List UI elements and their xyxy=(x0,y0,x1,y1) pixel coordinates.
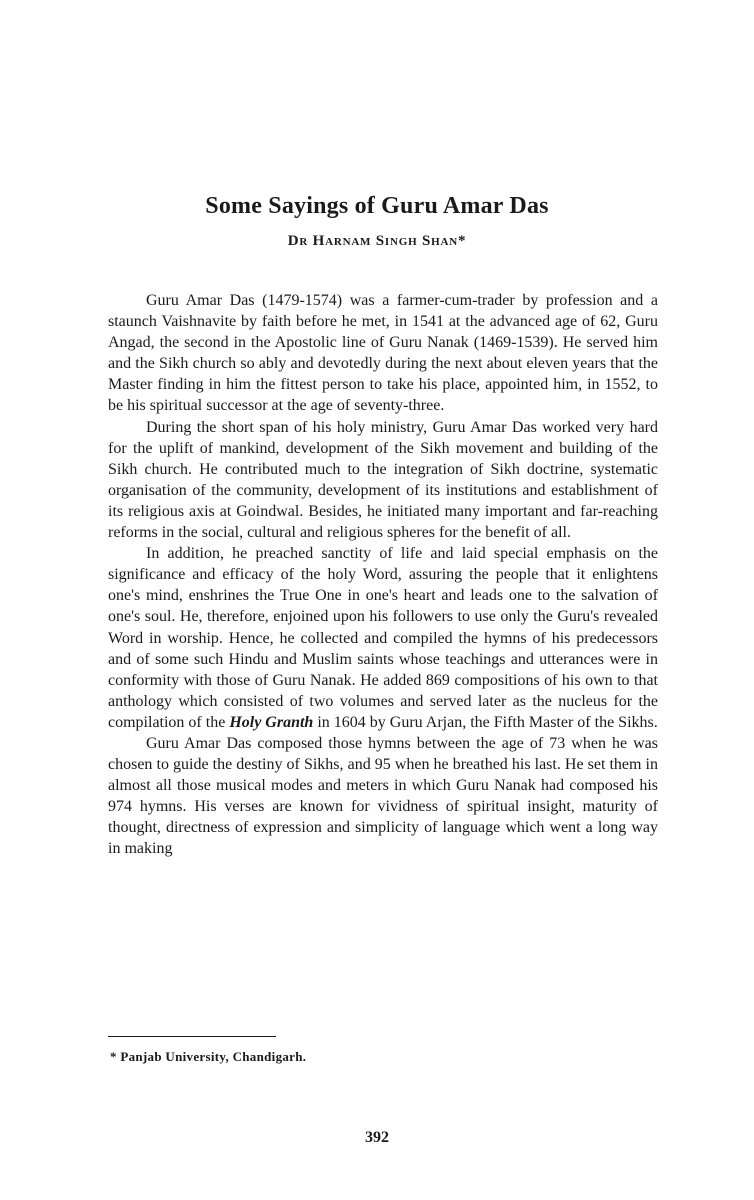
paragraph-3-text-after: in 1604 by Guru Arjan, the Fifth Master of the Sikhs. xyxy=(313,713,658,731)
paragraph-4: Guru Amar Das composed those hymns between the age of 73 when he was chosen to guide the destiny of Sikhs, and 95 when he breathed his last. He set them in almost all those musical modes and meters in which Guru Nanak had composed his 974 hymns. His verses are known for vividness of spiritual insight, maturity of thought, directness of expression and simplicity of language which went a long way in making xyxy=(108,734,658,858)
article-author: Dr Harnam Singh Shan* xyxy=(287,233,467,249)
article-body xyxy=(108,290,658,860)
article-title: Some Sayings of Guru Amar Das xyxy=(205,193,549,219)
footnote: * Panjab University, Chandigarh. xyxy=(110,1049,307,1064)
page-number: 392 xyxy=(365,1129,389,1146)
paragraph-3 xyxy=(108,543,658,733)
footnote-divider xyxy=(108,1036,276,1037)
holy-granth-italic: Holy Granth xyxy=(229,713,314,731)
paragraph-2: During the short span of his holy ministry, Guru Amar Das worked very hard for the uplift of mankind, development of the Sikh movement and building of the Sikh church. He contributed much to the integration of Sikh doctrine, systematic organisation of the community, development of its institutions and establishment of its religious axis at Goindwal. Besides, he initiated many important and far-reaching reforms in the social, cultural and religious spheres for the benefit of all. xyxy=(108,418,658,542)
paragraph-3-text-before: In addition, he preached sanctity of life and laid special emphasis on the significance and efficacy of the holy Word, assuring the people that it enlightens one's mind, enshrines the True One in one's heart and leads one to the salvation of one's soul. He, therefore, enjoined upon his followers to use only the Guru's revealed Word in worship. Hence, he collected and compiled the hymns of his predecessors and of some such Hindu and Muslim saints whose teachings and utterances were in conformity with those of Guru Nanak. He added 869 compositions of his own to that anthology which consisted of two volumes and served later as the nucleus for the compilation of the xyxy=(108,545,658,731)
paragraph-1: Guru Amar Das (1479-1574) was a farmer-cum-trader by profession and a staunch Vaishnavite by faith before he met, in 1541 at the advanced age of 62, Guru Angad, the second in the Apostolic line of Guru Nanak (1469-1539). He served him and the Sikh church so ably and devotedly during the next about eleven years that the Master finding in him the fittest person to take his place, appointed him, in 1552, to be his spiritual successor at the age of seventy-three. xyxy=(108,292,658,415)
